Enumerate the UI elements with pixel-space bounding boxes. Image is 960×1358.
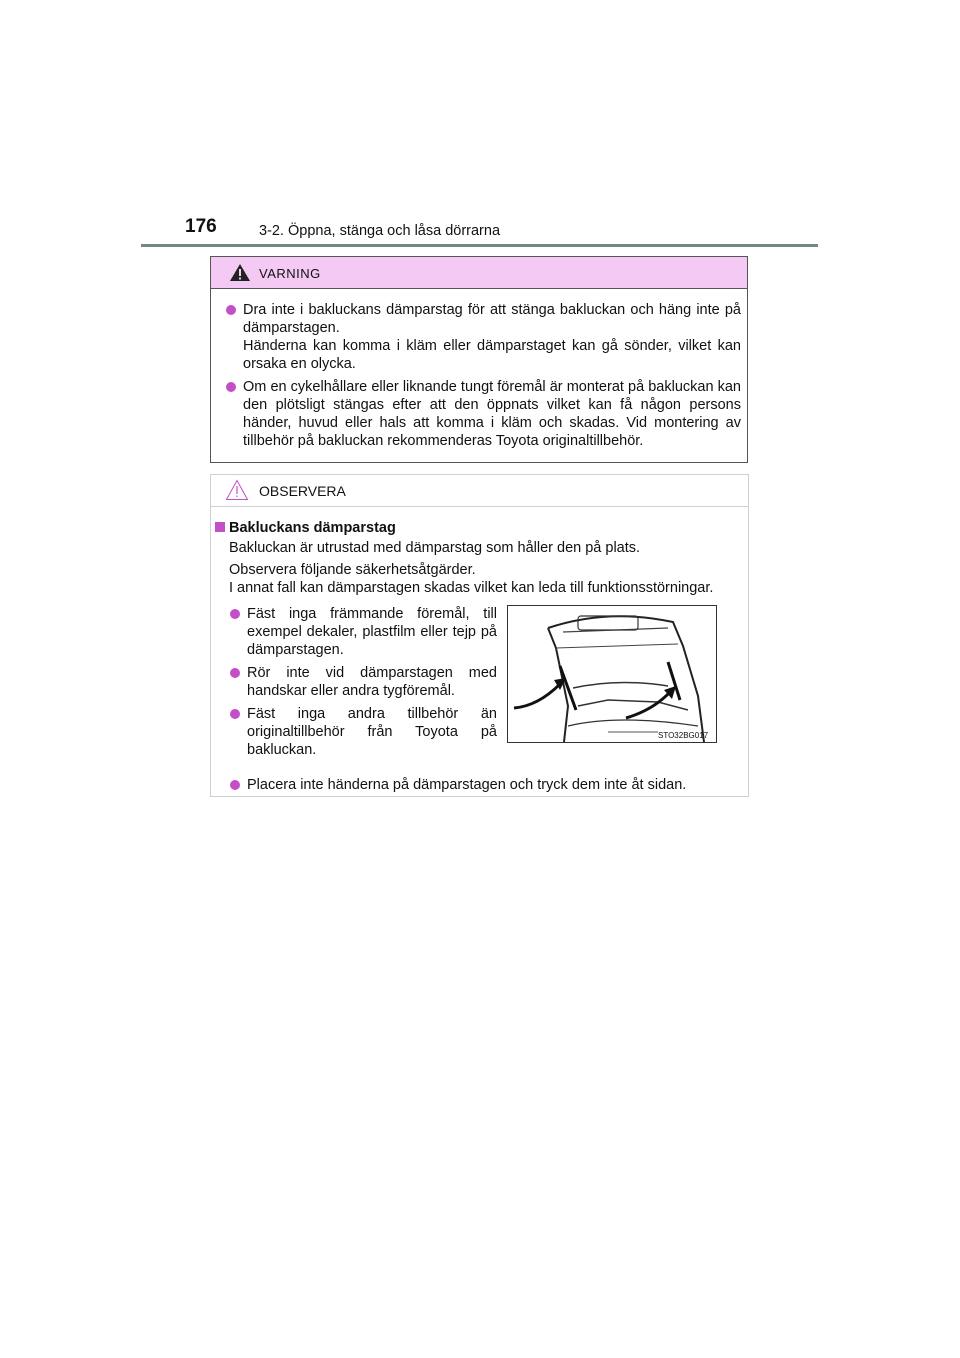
notice-heading-text: Bakluckans dämparstag bbox=[229, 520, 396, 536]
warning-item-text: Dra inte i bakluckans dämparstag för att stänga bakluckan och häng inte på dämparstagen. bbox=[243, 302, 741, 336]
notice-bullets bbox=[215, 605, 497, 764]
warning-title: VARNING bbox=[259, 266, 321, 281]
tailgate-strut-drawing bbox=[508, 606, 716, 742]
header-rule bbox=[141, 244, 818, 247]
notice-bullet-text: Fäst inga främmande föremål, till exempel dekaler, plastfilm eller tejp på dämparstagen. bbox=[247, 606, 497, 658]
bullet-dot-icon bbox=[230, 709, 240, 719]
caution-triangle-icon bbox=[225, 479, 249, 501]
warning-body bbox=[211, 289, 747, 450]
notice-bullet-text: Rör inte vid dämparstagen med handskar eller andra tygföremål. bbox=[247, 665, 497, 699]
notice-bullet bbox=[229, 705, 497, 759]
section-title: 3-2. Öppna, stänga och låsa dörrarna bbox=[259, 223, 501, 239]
bullet-dot-icon bbox=[230, 609, 240, 619]
warning-item bbox=[225, 301, 741, 373]
tailgate-illustration bbox=[507, 605, 717, 743]
figure-code: STO32BG017 bbox=[658, 731, 709, 740]
notice-bullet bbox=[229, 776, 742, 794]
warning-item-text: Om en cykelhållare eller liknande tungt föremål är monterat på bakluckan kan den plötsligt stängas efter att den öppnats vilket kan få någon persons händer, huvud eller hals att komma i kläm och skadas. Vid montering av tillbehör på bakluckan rekommenderas Toyota originaltillbehör. bbox=[243, 379, 741, 449]
notice-title: OBSERVERA bbox=[259, 483, 346, 499]
page-number: 176 bbox=[185, 216, 217, 237]
notice-bullet-text: Fäst inga andra tillbehör än originaltillbehör från Toyota på bakluckan. bbox=[247, 706, 497, 758]
notice-precaution: I annat fall kan dämparstagen skadas vilket kan leda till funktionsstörningar. bbox=[229, 580, 714, 596]
notice-precaution: Observera följande säkerhetsåtgärder. bbox=[229, 562, 476, 578]
notice-bullet bbox=[229, 664, 497, 700]
notice-columns bbox=[215, 605, 742, 764]
notice-subheading bbox=[215, 519, 742, 537]
warning-item-text: Händerna kan komma i kläm eller dämparstaget kan gå sönder, vilket kan orsaka en olycka. bbox=[243, 338, 741, 372]
bullet-dot-icon bbox=[226, 305, 236, 315]
notice-bullet-text: Placera inte händerna på dämparstagen och tryck dem inte åt sidan. bbox=[247, 777, 687, 793]
warning-item bbox=[225, 378, 741, 450]
bullet-dot-icon bbox=[226, 382, 236, 392]
notice-bullet bbox=[229, 605, 497, 659]
warning-box bbox=[210, 256, 748, 463]
warning-header bbox=[211, 257, 747, 289]
warning-triangle-icon bbox=[229, 263, 251, 282]
bullet-dot-icon bbox=[230, 668, 240, 678]
notice-intro: Bakluckan är utrustad med dämparstag som håller den på plats. bbox=[229, 540, 641, 556]
bullet-dot-icon bbox=[230, 780, 240, 790]
notice-box bbox=[210, 474, 749, 797]
notice-header bbox=[211, 475, 748, 507]
square-bullet-icon bbox=[215, 522, 225, 532]
notice-body bbox=[211, 507, 748, 794]
